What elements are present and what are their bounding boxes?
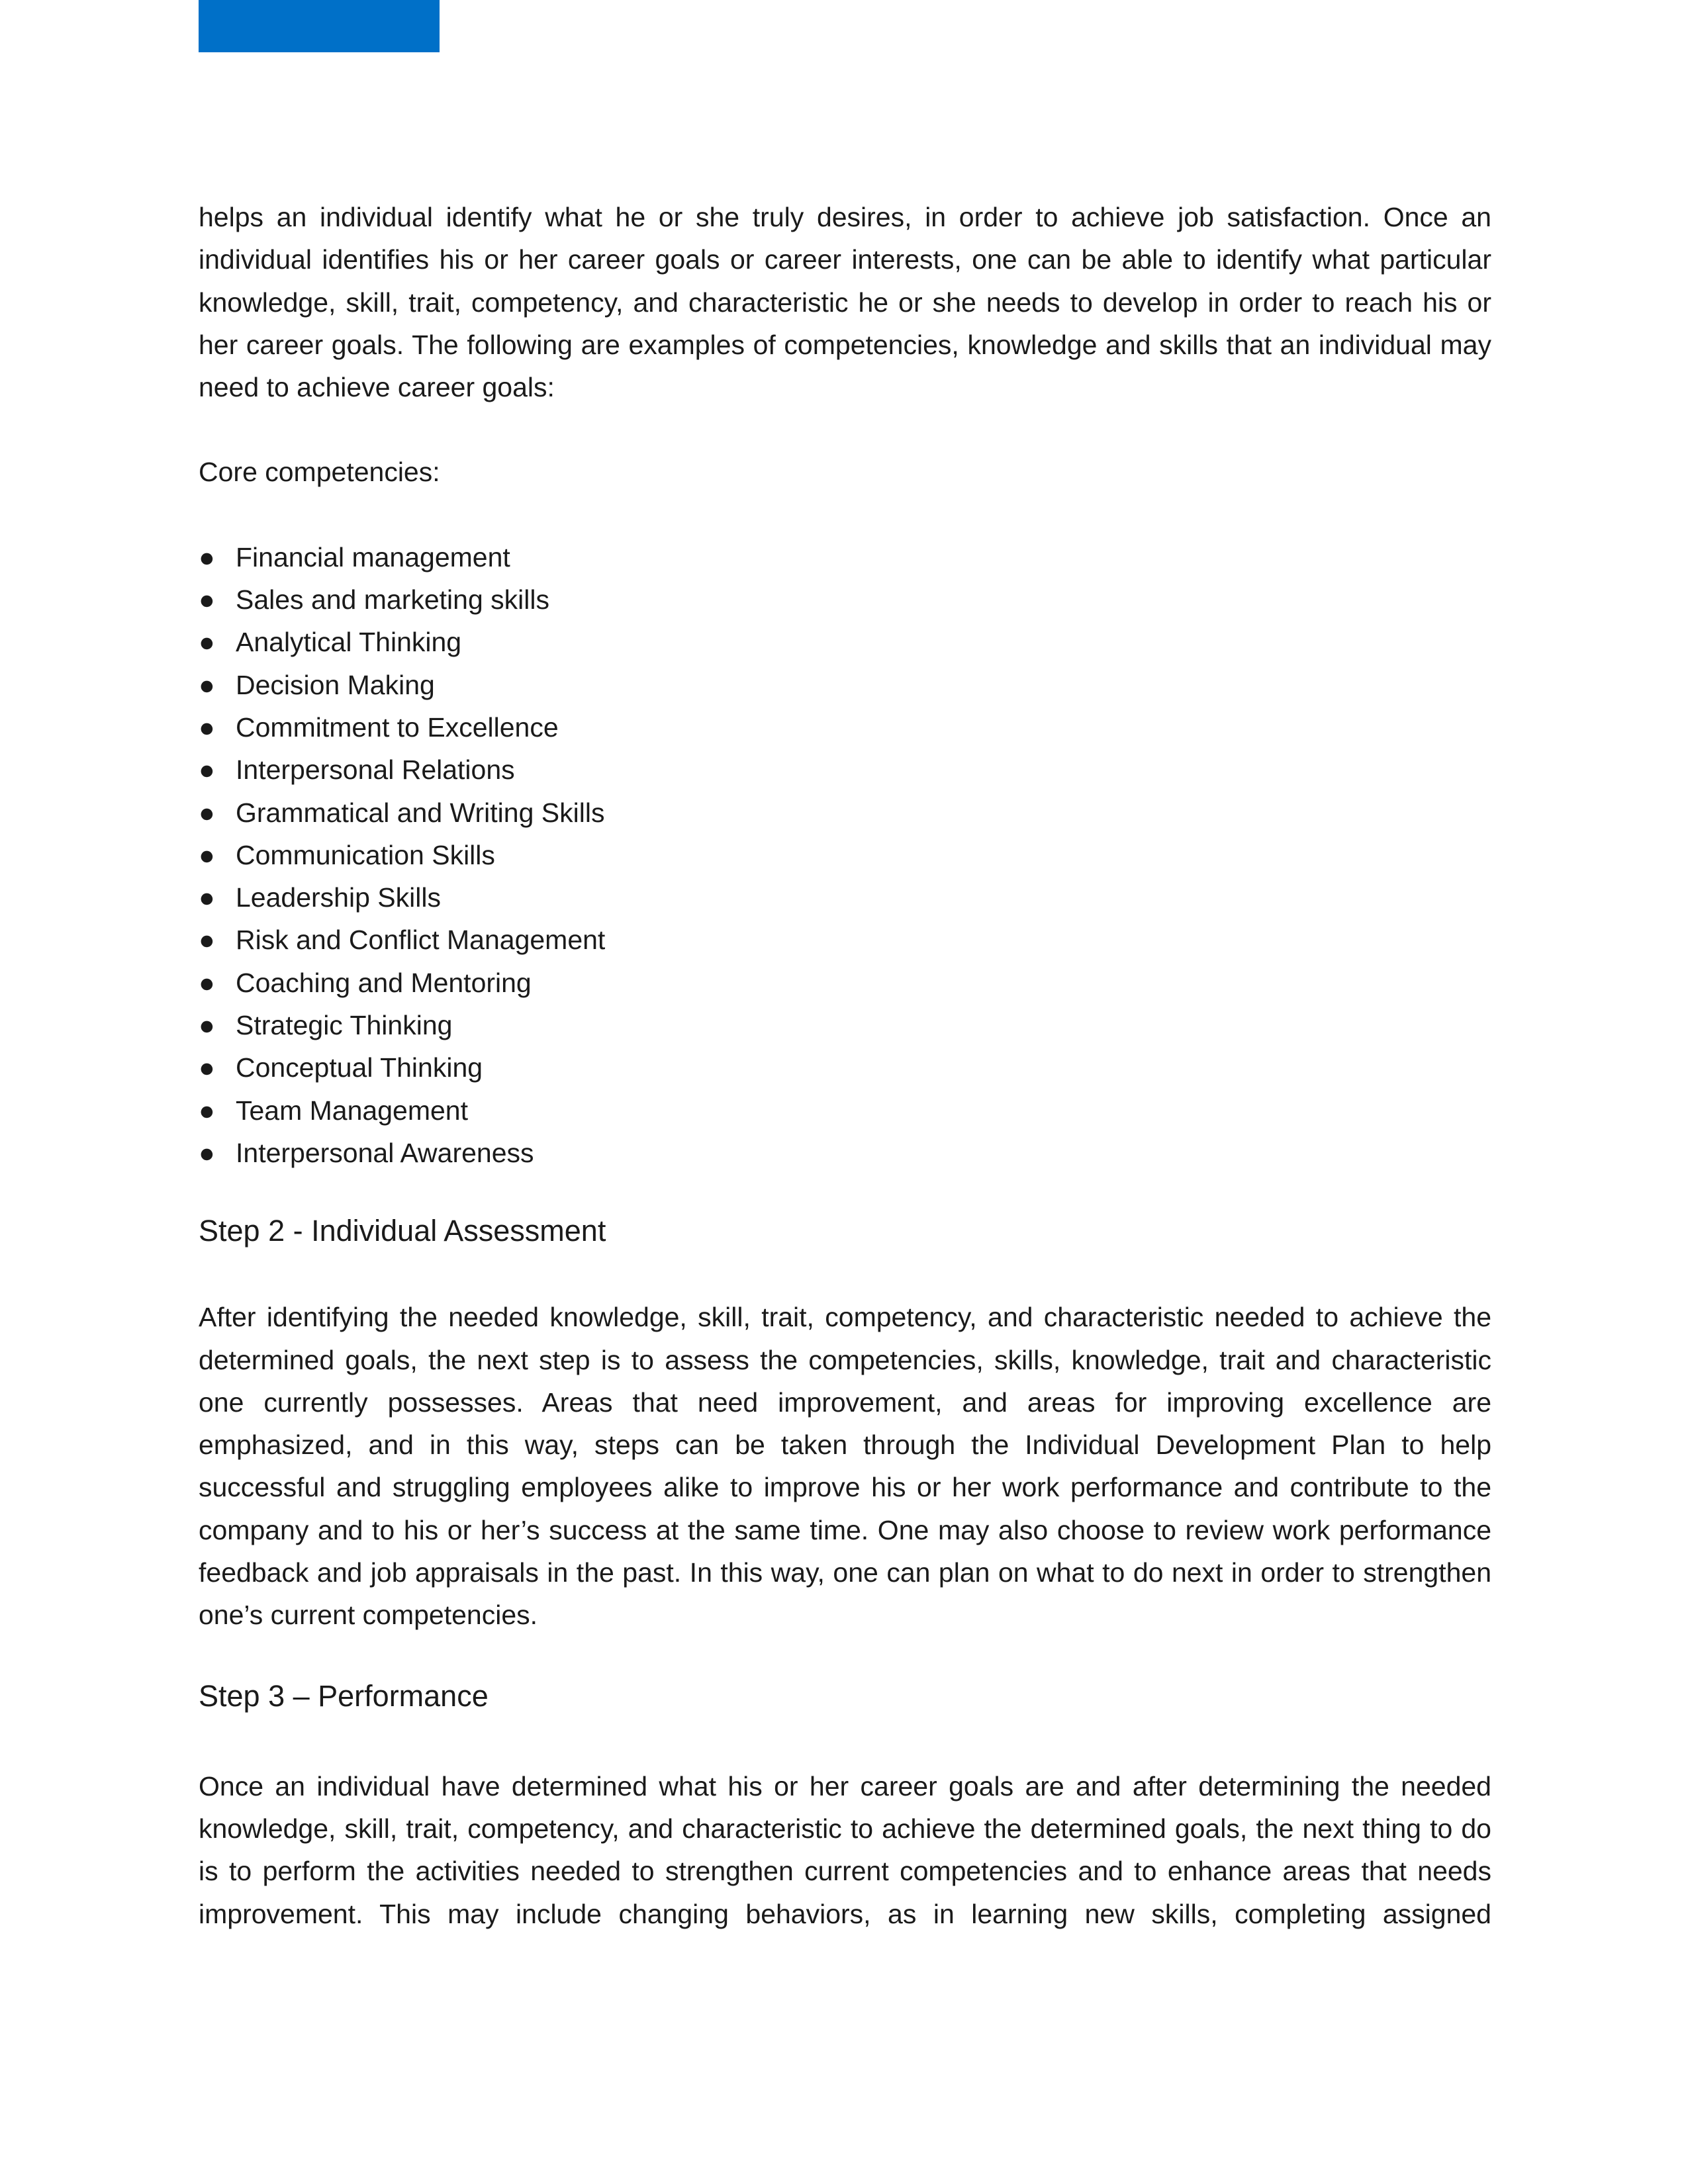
list-item-text: Strategic Thinking — [236, 1010, 453, 1041]
list-item — [199, 1089, 1491, 1132]
step2-paragraph: After identifying the needed knowledge, skill, trait, competency, and characteristic needed to achieve the determined goals, the next step is to assess the competencies, skills, knowledge, trait and characteristic one currently possesses. Areas that need improvement, and areas for improving excellence are emphasized, and in this way, steps can be taken through the Individual Development Plan to help successful and struggling employees alike to improve his or her work performance and contribute to the company and to his or her’s success at the same time. One may also choose to review work performance feedback and job appraisals in the past. In this way, one can plan on what to do next in order to strengthen one’s current competencies. — [199, 1302, 1491, 1631]
list-item — [199, 536, 1491, 578]
page-body — [199, 196, 1491, 1935]
list-item — [199, 834, 1491, 876]
list-item — [199, 621, 1491, 663]
list-item-text: Communication Skills — [236, 839, 495, 870]
step3-paragraph: Once an individual have determined what his or her career goals are and after determining the needed knowledge, skill, trait, competency, and characteristic to achieve the determined goals, the next thing to do is to perform the activities needed to strengthen current competencies and to enhance areas that needs improvement. This may include changing behaviors, as in learning new skills, completing assigned — [199, 1770, 1491, 1929]
list-item-text: Interpersonal Awareness — [236, 1137, 534, 1168]
list-item — [199, 1046, 1491, 1089]
bullet-icon: ● — [199, 797, 215, 828]
step2-heading: Step 2 - Individual Assessment — [199, 1214, 606, 1248]
competencies-list — [199, 536, 1491, 1174]
bullet-icon: ● — [199, 839, 215, 870]
header-accent-bar — [199, 0, 440, 52]
bullet-icon: ● — [199, 584, 215, 615]
bullet-icon: ● — [199, 925, 215, 956]
step3-heading: Step 3 – Performance — [199, 1678, 489, 1713]
list-item — [199, 962, 1491, 1004]
list-item-text: Conceptual Thinking — [236, 1052, 483, 1083]
list-item-text: Sales and marketing skills — [236, 584, 549, 615]
list-item-text: Risk and Conflict Management — [236, 925, 606, 956]
core-competencies-label: Core competencies: — [199, 457, 440, 488]
list-item-text: Leadership Skills — [236, 882, 441, 913]
list-item-text: Decision Making — [236, 669, 435, 700]
bullet-icon: ● — [199, 1095, 215, 1126]
intro-paragraph: helps an individual identify what he or she truly desires, in order to achieve job satisfaction. Once an individual identifies his or her career goals or career interests, one can be able to identify what particular knowledge, skill, trait, competency, and characteristic he or she needs to develop in order to reach his or her career goals. The following are examples of competencies, knowledge and skills that an individual may need to achieve career goals: — [199, 202, 1491, 403]
list-item — [199, 1004, 1491, 1046]
bullet-icon: ● — [199, 1052, 215, 1083]
list-item — [199, 664, 1491, 706]
bullet-icon: ● — [199, 627, 215, 658]
list-item — [199, 1132, 1491, 1174]
list-item-text: Grammatical and Writing Skills — [236, 797, 605, 828]
list-item — [199, 919, 1491, 961]
bullet-icon: ● — [199, 1137, 215, 1168]
bullet-icon: ● — [199, 1010, 215, 1041]
list-item — [199, 578, 1491, 621]
bullet-icon: ● — [199, 669, 215, 700]
list-item-text: Commitment to Excellence — [236, 711, 559, 743]
list-item — [199, 876, 1491, 919]
bullet-icon: ● — [199, 882, 215, 913]
bullet-icon: ● — [199, 754, 215, 786]
bullet-icon: ● — [199, 711, 215, 743]
list-item — [199, 792, 1491, 834]
list-item-text: Coaching and Mentoring — [236, 967, 532, 998]
list-item-text: Financial management — [236, 541, 510, 572]
list-item-text: Team Management — [236, 1095, 468, 1126]
list-item-text: Interpersonal Relations — [236, 754, 515, 786]
bullet-icon: ● — [199, 967, 215, 998]
list-item-text: Analytical Thinking — [236, 627, 462, 658]
bullet-icon: ● — [199, 541, 215, 572]
list-item — [199, 706, 1491, 749]
list-item — [199, 749, 1491, 791]
